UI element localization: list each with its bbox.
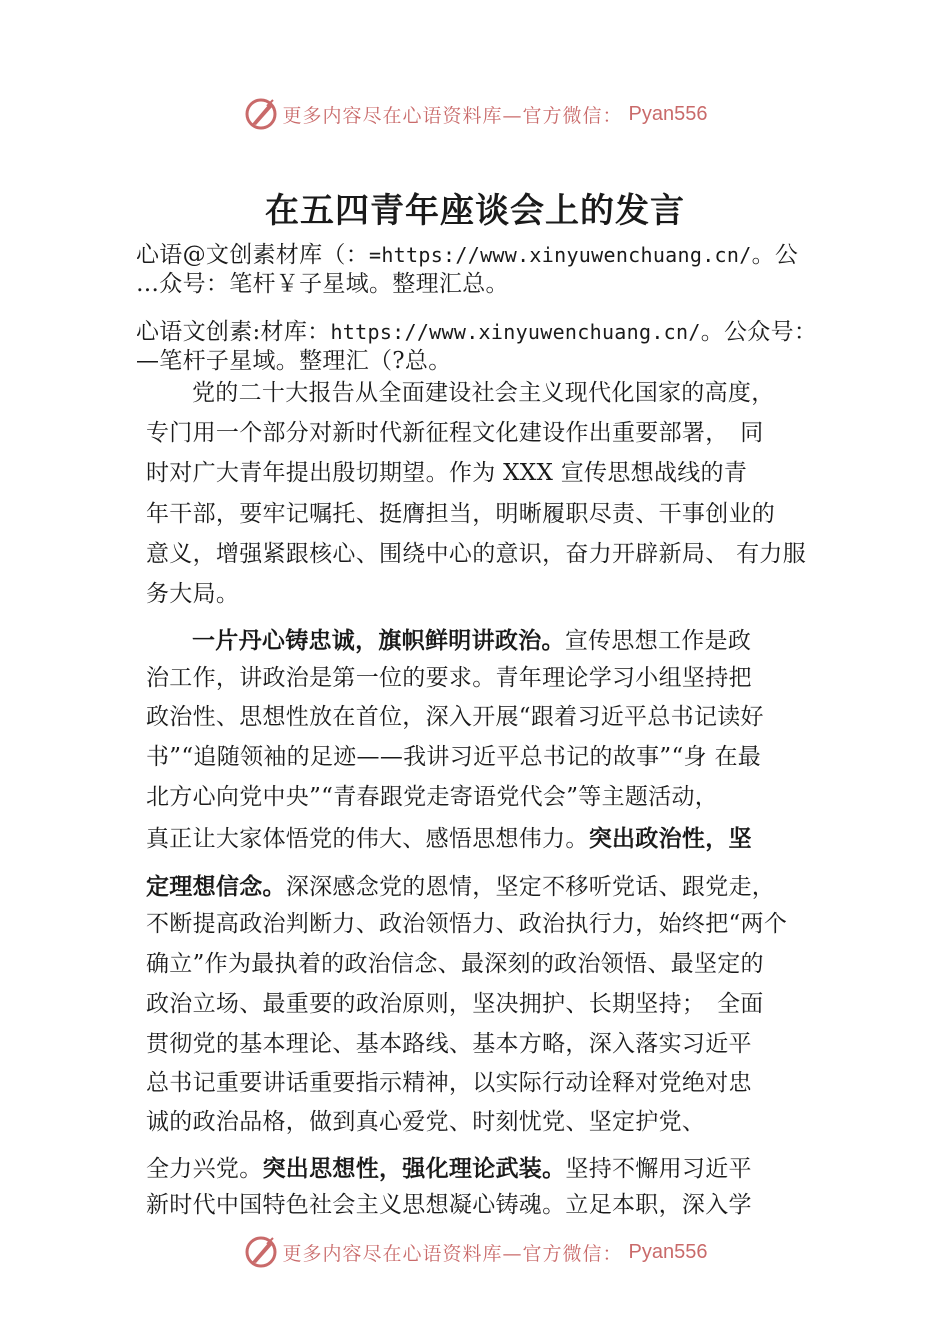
body-line: 政治性、思想性放在首位，深入开展“跟着习近平总书记读好 (146, 704, 764, 730)
body-line: 务大局。 (146, 581, 240, 607)
source-text: 。公 (751, 242, 799, 268)
watermark-banner-bottom (0, 1230, 950, 1274)
source-url: https://www.xinyuwenchuang.cn/ (330, 320, 701, 344)
section-heading: 定理想信念。 (146, 874, 286, 900)
body-line: 治工作，讲政治是第一位的要求。青年理论学习小组坚持把 (146, 665, 752, 691)
body-line (146, 1150, 752, 1183)
body-text: 坚持不懈用习近平 (565, 1156, 752, 1182)
body-line: 党的二十大报告从全面建设社会主义现代化国家的高度， (192, 380, 775, 406)
body-line: 确立”作为最执着的政治信念、最深刻的政治领悟、最坚定的 (146, 951, 764, 977)
body-line (192, 622, 751, 655)
watermark-text: 更多内容尽在心语资料库—官方微信： (282, 1242, 623, 1265)
section-heading: 一片丹心铸忠诚，旗帜鲜明讲政治。 (192, 628, 565, 654)
source-text: —笔杆子星域。整理汇（?总。 (136, 348, 452, 374)
body-line (146, 820, 752, 853)
body-line: 政治立场、最重要的政治原则，坚决拥护、长期坚持； 全面 (146, 991, 764, 1017)
source-text: 心语文创素:材库： (136, 319, 331, 345)
source-line-2 (136, 265, 509, 298)
source-text: …众号：笔杆￥子星域。整理汇总。 (136, 271, 509, 297)
section-heading: 突出政治性，坚 (588, 826, 752, 852)
body-text: 深深感念党的恩情，坚定不移听党话、跟党走， (285, 874, 776, 900)
section-heading: 突出思想性，强化理论武装。 (262, 1156, 566, 1182)
body-line: 新时代中国特色社会主义思想凝心铸魂。立足本职，深入学 (146, 1192, 752, 1218)
body-text: 全力兴党。 (146, 1156, 263, 1182)
body-line: 时对广大青年提出殷切期望。作为 XXX 宣传思想战线的青 (146, 460, 748, 486)
body-line: 诚的政治品格，做到真心爱党、时刻忧党、坚定护党、 (146, 1109, 706, 1135)
body-text: 宣传思想工作是政 (564, 628, 752, 654)
watermark-text: 更多内容尽在心语资料库—官方微信： (282, 104, 623, 127)
quill-logo-icon (243, 96, 279, 132)
source-line-4 (136, 342, 452, 375)
watermark-handle: Pyan556 (628, 1240, 708, 1263)
body-line: 北方心向党中央”“青春跟党走寄语党代会”等主题活动， (146, 784, 719, 810)
body-line: 专门用一个部分对新时代新征程文化建设作出重要部署， 同 (146, 420, 764, 446)
body-line: 年干部，要牢记嘱托、挺膺担当，明晰履职尽责、干事创业的 (146, 501, 776, 527)
body-line (146, 868, 775, 901)
watermark-banner-top (0, 92, 950, 136)
source-text: 心语@文创素材库（： (136, 242, 369, 268)
source-text: 。公众号： (700, 319, 818, 345)
body-line: 意义，增强紧跟核心、围绕中心的意识，奋力开辟新局、 有力服 (146, 541, 807, 567)
body-line: 贯彻党的基本理论、基本路线、基本方略，深入落实习近平 (146, 1031, 752, 1057)
quill-logo-icon (243, 1234, 279, 1270)
body-line: 总书记重要讲话重要指示精神，以实际行动诠释对党绝对忠 (146, 1070, 752, 1096)
body-text: 真正让大家体悟党的伟大、感悟思想伟力。 (146, 826, 589, 852)
source-url: =https://www.xinyuwenchuang.cn/ (369, 243, 752, 267)
body-line: 书”“追随领袖的足迹——我讲习近平总书记的故事”“身 在最 (146, 744, 762, 770)
watermark-handle: Pyan556 (628, 102, 708, 125)
document-title: 在五四青年座谈会上的发言 (265, 191, 685, 231)
body-line: 不断提高政治判断力、政治领悟力、政治执行力，始终把“两个 (146, 911, 788, 937)
